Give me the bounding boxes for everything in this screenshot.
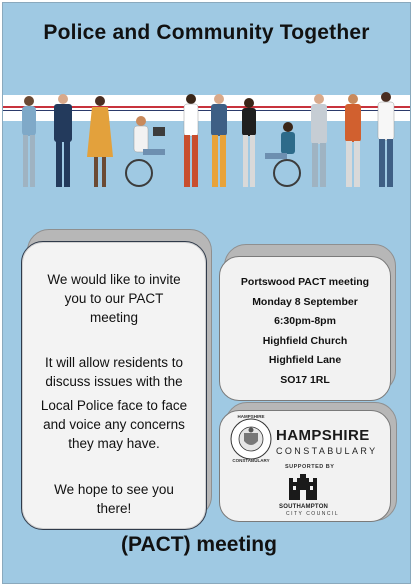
meeting-venue: Highfield Church: [262, 334, 348, 347]
supported-by-label: SUPPORTED BY: [285, 464, 335, 470]
seal-bottom-text: CONSTABULARY: [232, 458, 270, 463]
invite-text-line: meeting: [89, 310, 139, 325]
seal-top-text: HAMPSHIRE: [237, 414, 265, 419]
footer-heading: (PACT) meeting: [121, 533, 277, 556]
hampshire-wordmark: HAMPSHIRE: [276, 427, 370, 444]
southampton-wordmark: SOUTHAMPTON: [279, 504, 329, 510]
invite-text-line: and voice any concerns: [43, 417, 185, 432]
meeting-street: Highfield Lane: [268, 354, 342, 366]
city-council-wordmark: CITY COUNCIL: [286, 511, 340, 517]
invite-text-line: We would like to invite: [47, 272, 181, 287]
meeting-details-box: [219, 256, 391, 401]
invite-box: [21, 241, 207, 530]
poster: [2, 2, 411, 584]
invite-text-line: We hope to see you: [54, 482, 174, 497]
meeting-name: Portswood PACT meeting: [240, 276, 370, 288]
community-people-illustration: [3, 91, 410, 193]
constabulary-wordmark: CONSTABULARY: [276, 446, 378, 456]
meeting-date: Monday 8 September: [252, 295, 358, 308]
invite-text-line: discuss issues with the: [45, 374, 183, 389]
invite-text-line: you to our PACT: [64, 291, 164, 306]
invite-text-line: Local Police face to face: [40, 398, 188, 413]
invite-text-line: they may have.: [68, 436, 160, 451]
meeting-time: 6:30pm-8pm: [274, 315, 336, 327]
invite-text-line: It will allow residents to: [44, 355, 184, 370]
page-title: Police and Community Together: [43, 21, 370, 44]
meeting-postcode: SO17 1RL: [280, 373, 330, 386]
invite-text-line: there!: [96, 501, 132, 516]
southampton-castle-icon: [287, 474, 319, 502]
hampshire-constabulary-seal: [229, 417, 273, 461]
